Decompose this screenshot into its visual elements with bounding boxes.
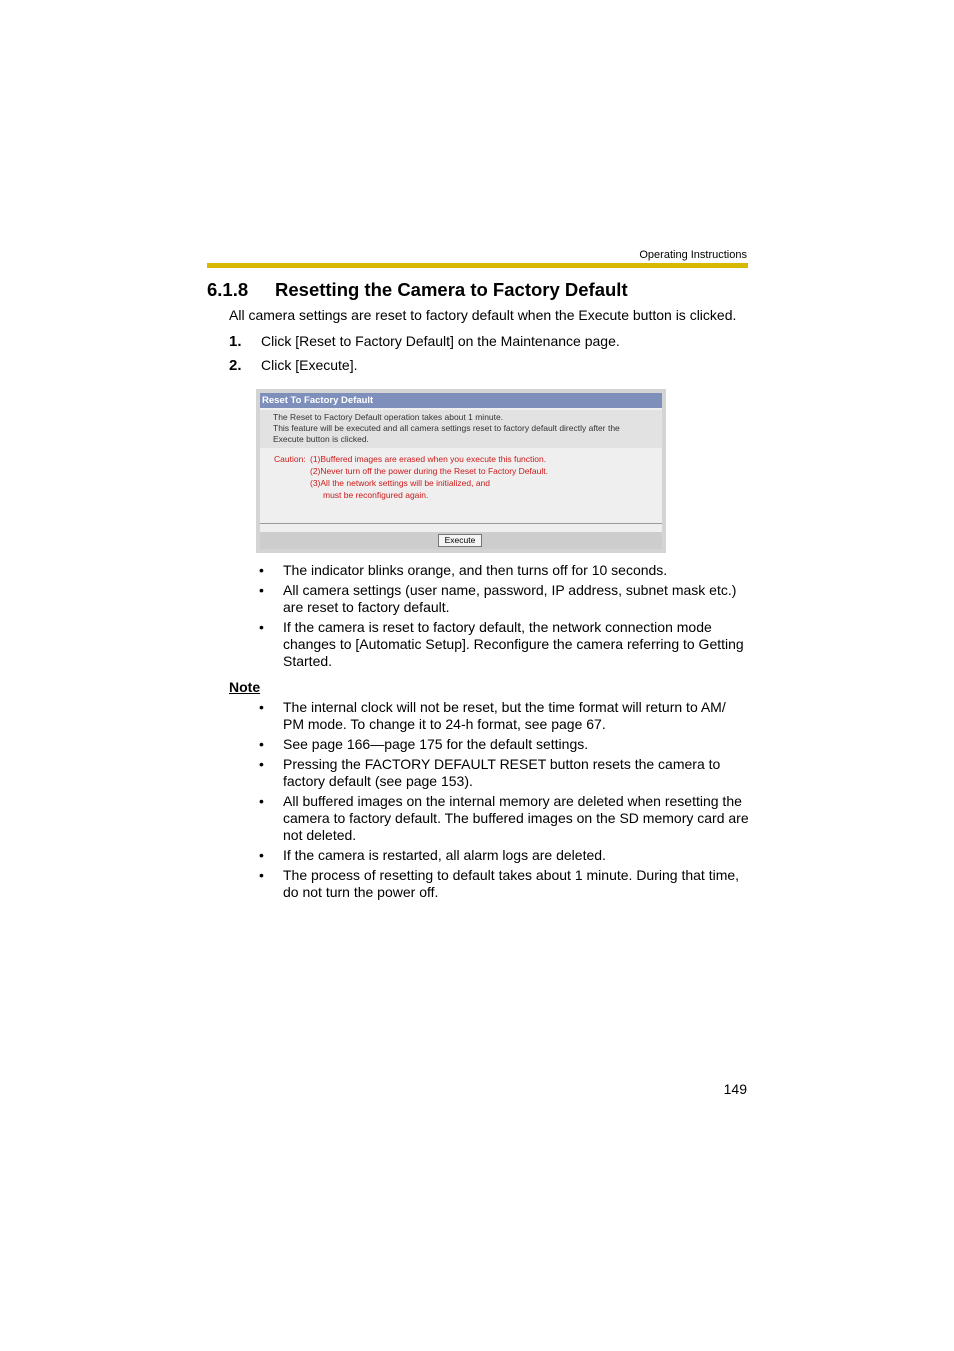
step-text: Click [Execute].	[261, 357, 358, 373]
execute-button[interactable]: Execute	[438, 534, 482, 547]
list-item: • All buffered images on the internal memory are deleted when resetting the camera to factory default. The buffered images on the SD memory card are not deleted.	[259, 793, 749, 844]
list-item: • The internal clock will not be reset, but the time format will return to AM/ PM mode. To change it to 24-h format, see page 67.	[259, 699, 749, 733]
screenshot-panel	[260, 393, 662, 549]
description-line: This feature will be executed and all camera settings reset to factory default directly after the	[273, 423, 620, 433]
result-bullet-list	[259, 562, 749, 673]
list-item: • If the camera is restarted, all alarm logs are deleted.	[259, 847, 749, 864]
section-title	[207, 279, 628, 301]
step-number: 1.	[229, 333, 242, 350]
screenshot-title-bar: Reset To Factory Default	[260, 393, 662, 408]
description-line: The Reset to Factory Default operation takes about 1 minute.	[273, 412, 504, 422]
step-2	[229, 357, 357, 374]
caution-block	[274, 453, 548, 501]
step-text: Click [Reset to Factory Default] on the Maintenance page.	[261, 333, 620, 349]
doc-header-label: Operating Instructions	[639, 249, 747, 261]
page-number: 149	[723, 1081, 747, 1097]
list-item: • All camera settings (user name, password, IP address, subnet mask etc.) are reset to factory default.	[259, 582, 749, 616]
caution-line: must be reconfigured again.	[323, 490, 429, 500]
list-item: • See page 166—page 175 for the default settings.	[259, 736, 749, 753]
note-bullet-list	[259, 699, 749, 904]
caution-label: Caution:	[274, 454, 306, 464]
header-rule	[207, 263, 748, 268]
screenshot-footer-bar	[260, 532, 662, 549]
list-item: • The process of resetting to default takes about 1 minute. During that time, do not turn the power off.	[259, 867, 749, 901]
screenshot-description	[260, 410, 662, 448]
section-title-text: Resetting the Camera to Factory Default	[275, 279, 628, 300]
section-intro: All camera settings are reset to factory default when the Execute button is clicked.	[229, 307, 737, 323]
note-heading: Note	[229, 679, 261, 695]
caution-line: (3)All the network settings will be initialized, and	[310, 478, 491, 488]
list-item: • If the camera is reset to factory default, the network connection mode changes to [Automatic Setup]. Reconfigure the camera referring to Getting Started.	[259, 619, 749, 670]
step-1	[229, 333, 620, 350]
step-number: 2.	[229, 357, 242, 374]
description-line: Execute button is clicked.	[273, 434, 369, 444]
section-number: 6.1.8	[207, 279, 249, 300]
caution-line: (2)Never turn off the power during the Reset to Factory Default.	[310, 466, 548, 476]
list-item: • The indicator blinks orange, and then turns off for 10 seconds.	[259, 562, 749, 579]
caution-line: (1)Buffered images are erased when you execute this function.	[310, 454, 547, 464]
screenshot-divider	[260, 523, 662, 524]
reset-factory-default-screenshot	[256, 389, 666, 553]
list-item: • Pressing the FACTORY DEFAULT RESET button resets the camera to factory default (see page 153).	[259, 756, 749, 790]
